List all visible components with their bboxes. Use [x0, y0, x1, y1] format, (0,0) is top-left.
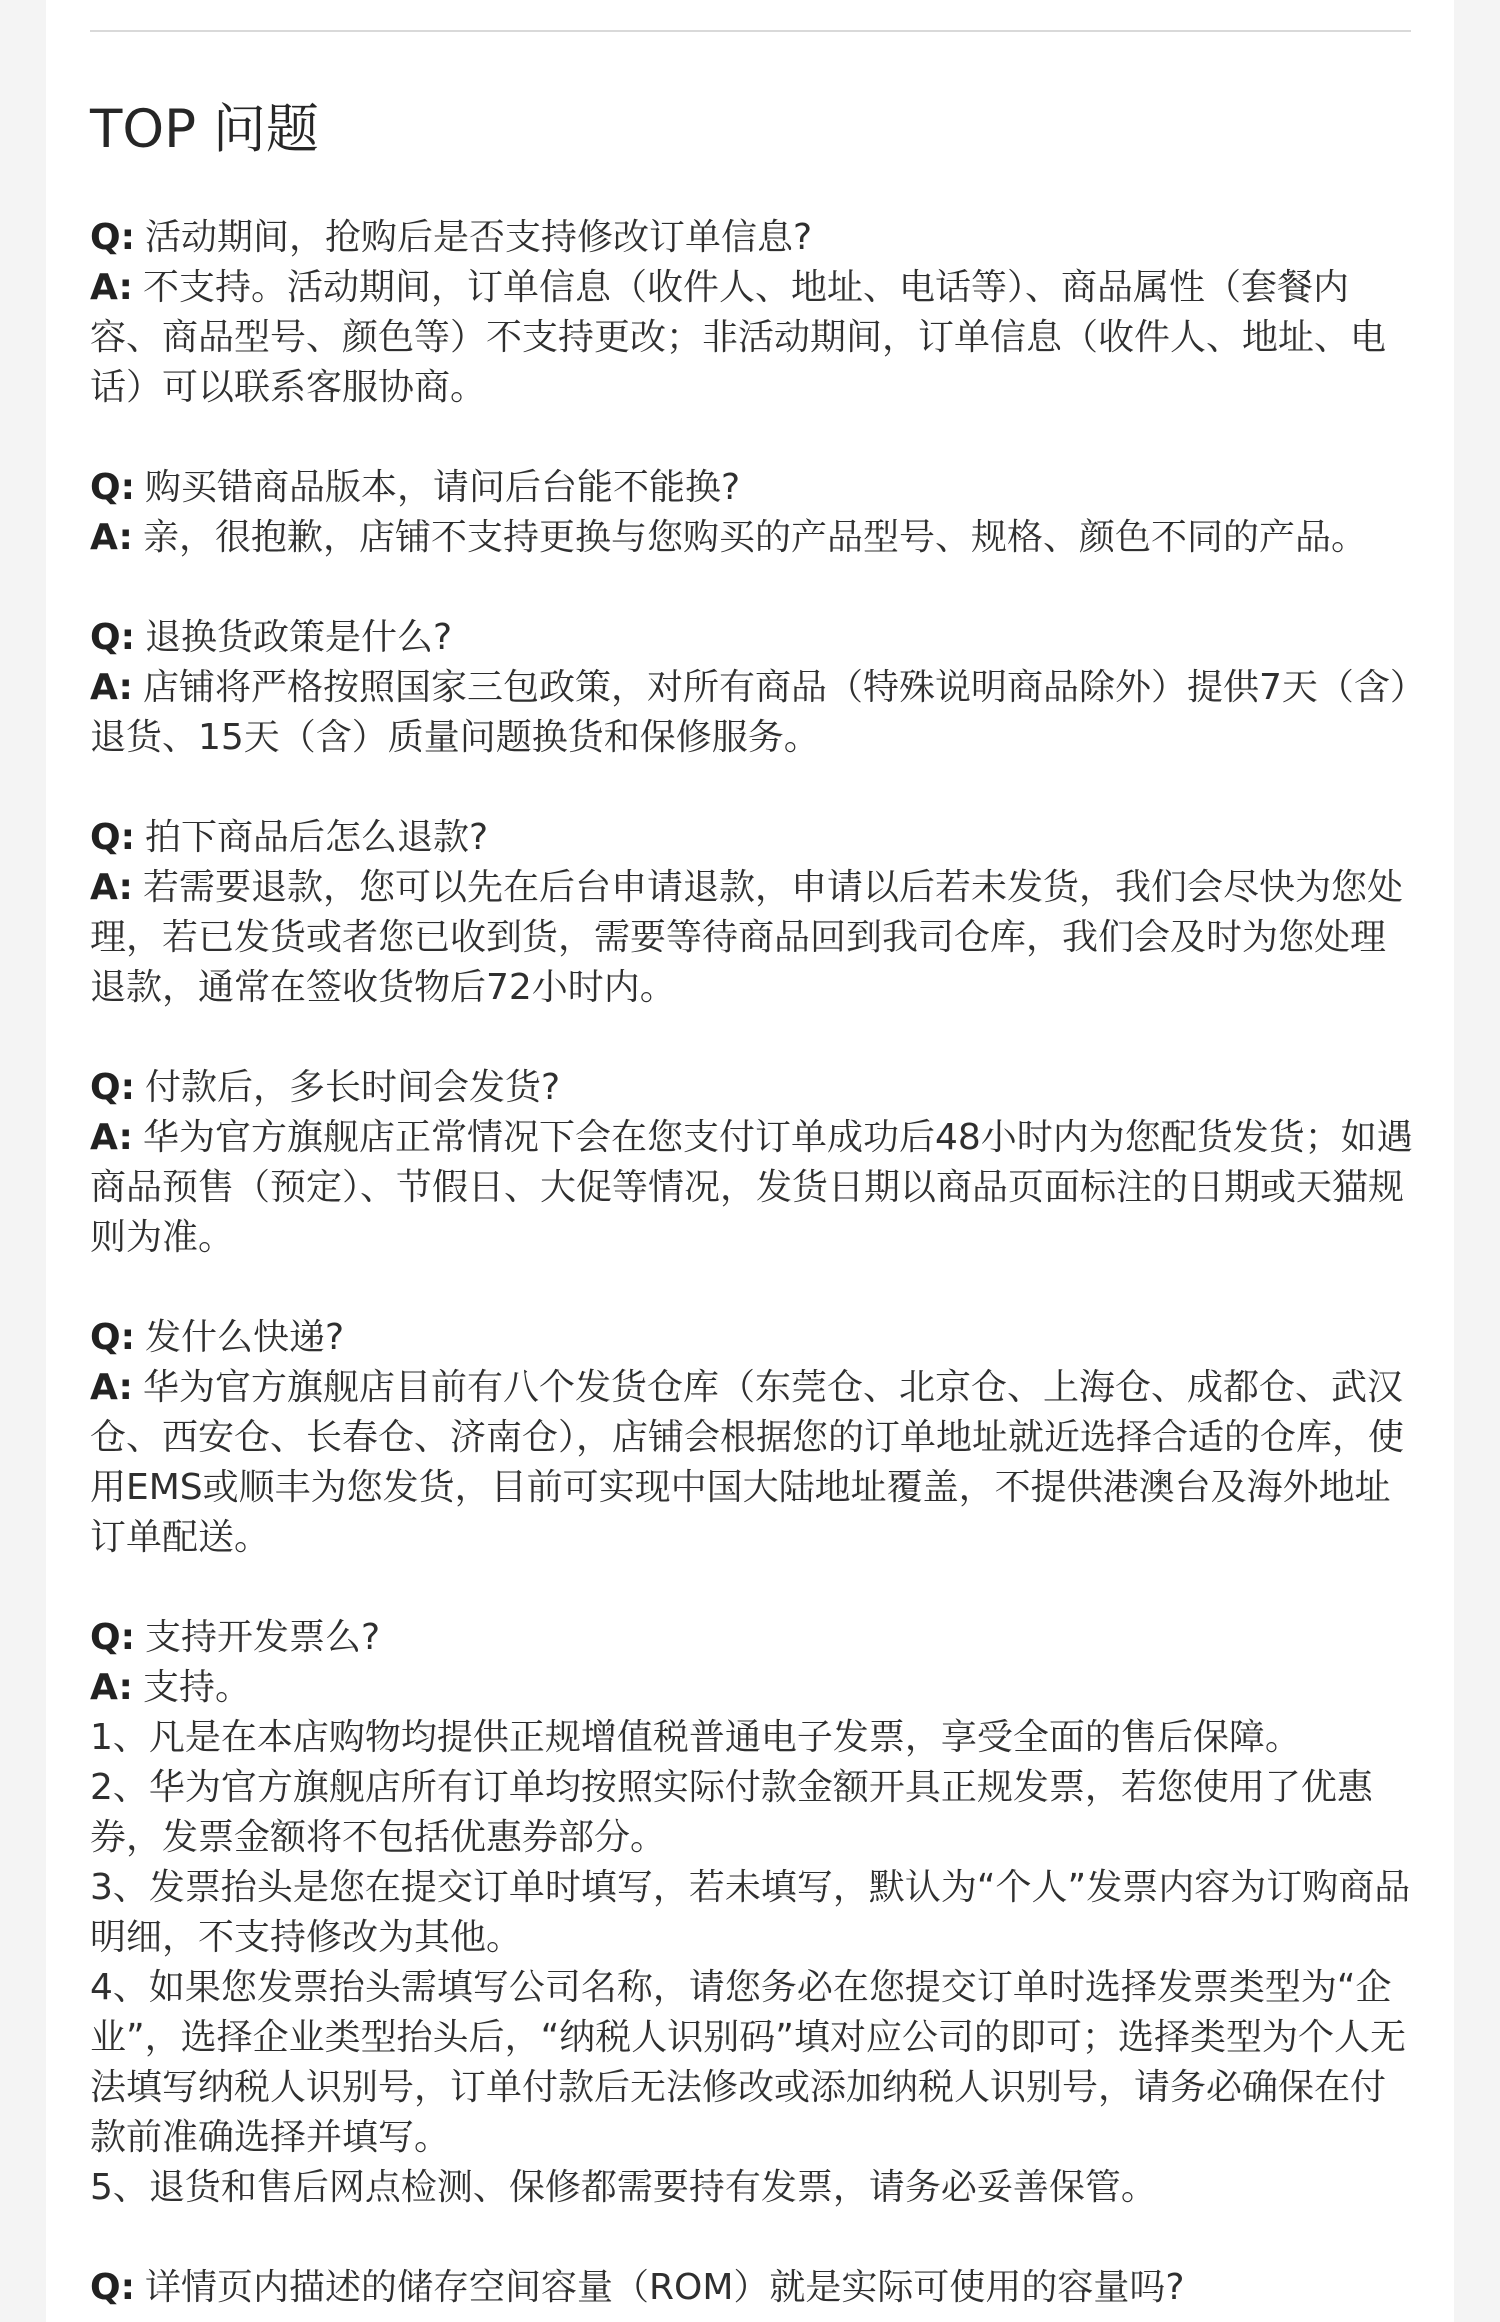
question-prefix: Q: — [90, 617, 135, 658]
faq-item — [90, 213, 1420, 413]
answer-line — [90, 1663, 1420, 1713]
answer-prefix: A: — [90, 667, 133, 708]
question-text: 发什么快递? — [145, 1317, 345, 1358]
answer-prefix: A: — [90, 1367, 133, 1408]
invoice-note-line: 4、如果您发票抬头需填写公司名称，请您务必在您提交订单时选择发票类型为“企业”，选择企业类型抬头后，“纳税人识别码”填对应公司的即可；选择类型为个人无法填写纳税人识别号，订单付款后无法修改或添加纳税人识别号，请务必确保在付款前准确选择并填写。 — [90, 1967, 1406, 2158]
answer-text: 若需要退款，您可以先在后台申请退款，申请以后若未发货，我们会尽快为您处理，若已发货或者您已收到货，需要等待商品回到我司仓库，我们会及时为您处理退款，通常在签收货物后72小时内。 — [90, 867, 1403, 1008]
question-text: 详情页内描述的储存空间容量（ROM）就是实际可使用的容量吗? — [145, 2267, 1185, 2308]
faq-item — [90, 1613, 1420, 2213]
answer-prefix: A: — [90, 1117, 133, 1158]
question-line — [90, 1313, 1420, 1363]
faq-item — [90, 463, 1420, 563]
faq-page — [46, 0, 1454, 2322]
answer-line — [90, 863, 1420, 1013]
question-text: 退换货政策是什么? — [145, 617, 453, 658]
question-prefix: Q: — [90, 217, 135, 258]
invoice-note-line: 5、退货和售后网点检测、保修都需要持有发票，请务必妥善保管。 — [90, 2167, 1157, 2208]
faq-item — [90, 613, 1420, 763]
answer-line — [90, 1113, 1420, 1263]
invoice-note-line: 3、发票抬头是您在提交订单时填写，若未填写，默认为“个人”发票内容为订购商品明细，不支持修改为其他。 — [90, 1867, 1411, 1958]
question-prefix: Q: — [90, 1317, 135, 1358]
question-prefix: Q: — [90, 1617, 135, 1658]
question-prefix: Q: — [90, 2267, 135, 2308]
answer-prefix: A: — [90, 267, 133, 308]
answer-prefix: A: — [90, 1667, 133, 1708]
question-text: 活动期间，抢购后是否支持修改订单信息? — [145, 217, 813, 258]
faq-list — [90, 213, 1420, 2322]
answer-prefix: A: — [90, 867, 133, 908]
question-line — [90, 1063, 1420, 1113]
question-line — [90, 1613, 1420, 1663]
faq-item — [90, 2263, 1420, 2313]
answer-text: 不支持。活动期间，订单信息（收件人、地址、电话等）、商品属性（套餐内容、商品型号、颜色等）不支持更改；非活动期间，订单信息（收件人、地址、电话）可以联系客服协商。 — [90, 267, 1387, 408]
invoice-note-line: 1、凡是在本店购物均提供正规增值税普通电子发票，享受全面的售后保障。 — [90, 1717, 1301, 1758]
question-line — [90, 2263, 1420, 2313]
question-line — [90, 613, 1420, 663]
question-text: 拍下商品后怎么退款? — [145, 817, 489, 858]
question-line — [90, 213, 1420, 263]
question-prefix: Q: — [90, 817, 135, 858]
question-prefix: Q: — [90, 467, 135, 508]
question-line — [90, 463, 1420, 513]
question-line — [90, 813, 1420, 863]
answer-line — [90, 1363, 1420, 1563]
faq-item — [90, 1313, 1420, 1563]
answer-text: 支持。 — [142, 1667, 251, 1708]
question-text: 支持开发票么? — [145, 1617, 381, 1658]
answer-line — [90, 663, 1420, 763]
faq-item — [90, 813, 1420, 1013]
invoice-note-line: 2、华为官方旗舰店所有订单均按照实际付款金额开具正规发票，若您使用了优惠券，发票金额将不包括优惠券部分。 — [90, 1767, 1373, 1858]
answer-text: 亲，很抱歉，店铺不支持更换与您购买的产品型号、规格、颜色不同的产品。 — [142, 517, 1367, 558]
answer-prefix: A: — [90, 517, 133, 558]
answer-text: 华为官方旗舰店正常情况下会在您支付订单成功后48小时内为您配货发货；如遇商品预售（预定）、节假日、大促等情况，发货日期以商品页面标注的日期或天猫规则为准。 — [90, 1117, 1413, 1258]
question-prefix: Q: — [90, 1067, 135, 1108]
answer-text: 店铺将严格按照国家三包政策，对所有商品（特殊说明商品除外）提供7天（含）退货、15天（含）质量问题换货和保修服务。 — [90, 667, 1408, 758]
question-text: 付款后，多长时间会发货? — [145, 1067, 561, 1108]
answer-line — [90, 263, 1420, 413]
answer-text: 华为官方旗舰店目前有八个发货仓库（东莞仓、北京仓、上海仓、成都仓、武汉仓、西安仓、长春仓、济南仓），店铺会根据您的订单地址就近选择合适的仓库，使用EMS或顺丰为您发货，目前可实现中国大陆地址覆盖，不提供港澳台及海外地址订单配送。 — [90, 1367, 1405, 1558]
faq-item — [90, 1063, 1420, 1263]
top-divider — [90, 30, 1411, 32]
answer-line — [90, 513, 1420, 563]
section-title: TOP 问题 — [90, 99, 319, 160]
question-text: 购买错商品版本，请问后台能不能换? — [145, 467, 741, 508]
